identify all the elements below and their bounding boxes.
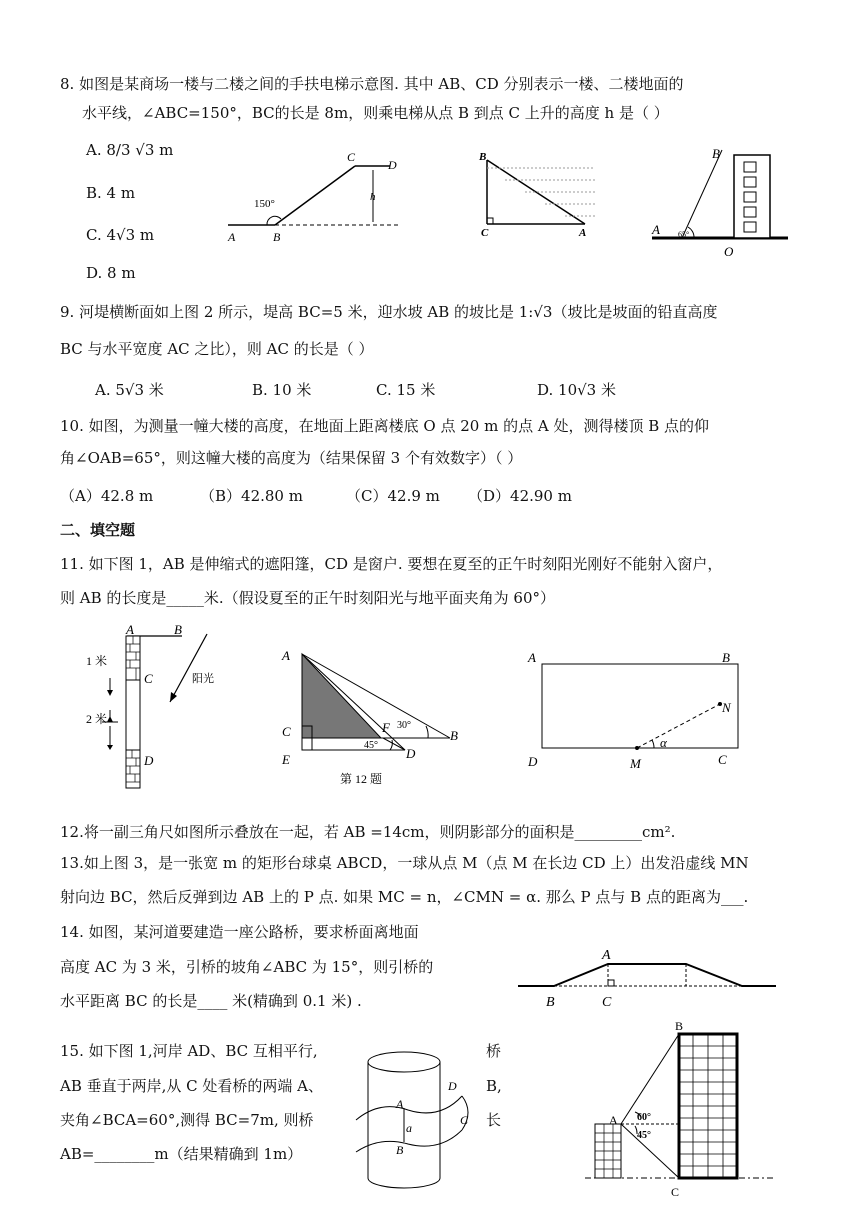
awning-label-1m: 1 米 [86,654,108,668]
tower-label-c: C [671,1185,680,1199]
q10-option-c: （C）42.9 m [346,487,440,505]
q13-line1: 13.如上图 3，是一张宽 m 的矩形台球桌 ABCD，一球从点 M（点 M 在长边 CD 上）出发沿虚线 MN [60,854,749,872]
q9-line1: 9. 河堤横断面如上图 2 所示，堤高 BC=5 米，迎水坡 AB 的坡比是 1:√3（坡比是坡面的铅直高度 [60,303,718,321]
q9-option-d: D. 10√3 米 [537,381,616,399]
bridge-label-b: B [546,995,555,1010]
q9-line2: BC 与水平宽度 AC 之比），则 AC 的长是（ ） [60,340,374,358]
dike-figure [475,148,605,238]
cylinder-label-a: A [396,1097,404,1111]
tower-figure [585,1016,775,1211]
escalator-label-h: h [370,191,376,203]
q8-option-d: D. 8 m [86,264,136,282]
table-label-alpha: α [660,735,667,750]
cylinder-label-b: B [396,1143,404,1157]
awning-label-2m: 2 米 [86,712,108,726]
q14-line1: 14. 如图，某河道要建造一座公路桥，要求桥面离地面 [60,923,419,941]
setsquares-caption: 第 12 题 [340,772,383,786]
awning-label-a: A [126,622,134,637]
building-label-angle: 65° [678,230,690,239]
q13-line2: 射向边 BC，然后反弹到边 AB 上的 P 点. 如果 MC = n，∠CMN = α. 那么 P 点与 B 点的距离为___. [60,888,749,906]
setsquares-label-a: A [282,648,290,663]
setsquares-label-30: 30° [397,720,411,731]
q10-line2: 角∠OAB=65°，则这幢大楼的高度为（结果保留 3 个有效数字）（ ） [60,449,523,467]
table-label-c: C [718,752,727,767]
q15-line2a: AB 垂直于两岸,从 C 处看桥的两端 A、 [60,1077,324,1095]
cylinder-label-alpha: a [406,1121,412,1135]
escalator-label-c: C [347,150,356,164]
q11-line2: 则 AB 的长度是_____米.（假设夏至的正午时刻阳光与地平面夹角为 60°） [60,589,556,607]
q10-option-d: （D）42.90 m [468,487,572,505]
awning-label-b: B [174,622,182,637]
awning-figure [82,620,222,790]
bridge-label-a: A [602,948,611,963]
q15-line3a: 夹角∠BCA=60°,测得 BC=7m, 则桥 [60,1111,314,1129]
awning-label-sun: 阳光 [192,673,214,685]
dike-label-c: C [481,227,489,238]
q10-option-b: （B）42.80 m [200,487,303,505]
q8-option-b: B. 4 m [86,184,136,202]
bridge-label-c: C [602,995,612,1010]
setsquares-label-c: C [282,724,291,739]
awning-label-c: C [144,671,153,686]
q8-line1: 8. 如图是某商场一楼与二楼之间的手扶电梯示意图. 其中 AB、CD 分别表示一楼、二楼地面的 [60,75,684,93]
building-label-o: O [724,244,734,259]
escalator-label-angle: 150° [254,198,275,210]
escalator-figure [220,148,410,248]
bridge-figure [514,944,784,1012]
tower-label-b: B [675,1019,684,1033]
escalator-label-d: D [388,158,397,172]
awning-label-d: D [144,753,154,768]
table-figure [520,642,760,772]
q8-line2: 水平线，∠ABC=150°，BC的长是 8m，则乘电梯从点 B 到点 C 上升的高度 h 是（ ） [82,104,669,122]
q14-line3: 水平距离 BC 的长是____ 米(精确到 0.1 米) . [60,992,362,1010]
table-label-d: D [528,754,538,769]
escalator-label-a: A [228,230,236,244]
tower-label-a: A [609,1113,618,1127]
dike-label-b: B [479,151,487,163]
q11-line1: 11. 如下图 1，AB 是伸缩式的遮阳篷，CD 是窗户. 要想在夏至的正午时刻阳光刚好不能射入窗户， [60,555,723,573]
building-label-b: B [712,146,720,161]
table-label-n: N [722,700,731,715]
table-label-a: A [528,650,536,665]
q8-option-c: C. 4√3 m [86,226,155,244]
tower-label-45: 45° [637,1130,651,1141]
escalator-label-b: B [273,230,281,244]
q15-line3b: 长 [486,1111,502,1129]
q9-option-a: A. 5√3 米 [95,381,164,399]
q15-line1a: 15. 如下图 1,河岸 AD、BC 互相平行, [60,1042,318,1060]
cylinder-label-d: D [448,1079,457,1093]
q10-option-a: （A）42.8 m [60,487,154,505]
q8-option-a: A. 8/3 √3 m [86,141,174,159]
table-label-b: B [722,650,730,665]
q9-option-c: C. 15 米 [376,381,436,399]
setsquares-label-b: B [450,728,458,743]
q14-line2: 高度 AC 为 3 米，引桥的坡角∠ABC 为 15°，则引桥的 [60,958,434,976]
q12-text: 12.将一副三角尺如图所示叠放在一起，若 AB =14cm，则阴影部分的面积是_________cm². [60,823,676,841]
dike-label-a: A [579,227,587,238]
table-label-m: M [630,756,641,771]
tower-label-60: 60° [637,1112,651,1123]
cylinder-figure [350,1040,480,1200]
section-title: 二、填空题 [60,521,136,539]
q9-option-b: B. 10 米 [252,381,312,399]
setsquares-label-f: F [382,720,390,735]
building-label-a: A [652,222,660,237]
q15-line2b: B, [486,1077,502,1095]
q15-line4: AB=________m（结果精确到 1m） [60,1145,303,1163]
setsquares-figure [278,640,468,788]
setsquares-label-e: E [282,752,290,767]
setsquares-label-d: D [406,746,416,761]
q15-line1b: 桥 [486,1042,502,1060]
setsquares-label-45: 45° [364,740,378,751]
cylinder-label-c: C [460,1113,469,1127]
building-figure [648,140,793,262]
q10-line1: 10. 如图，为测量一幢大楼的高度，在地面上距离楼底 O 点 20 m 的点 A 处，测得楼顶 B 点的仰 [60,417,710,435]
